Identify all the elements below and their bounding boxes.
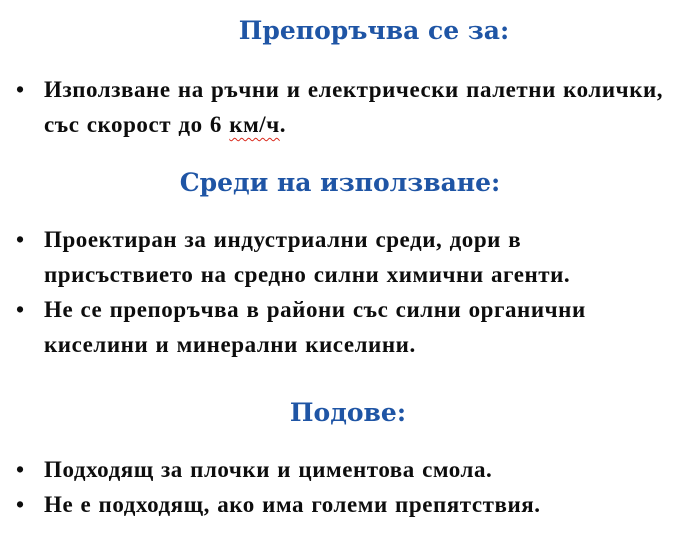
bullet-icon: • [16, 457, 25, 482]
list-item [0, 487, 676, 522]
list-item [0, 452, 676, 487]
item-text: Използване на ръчни и електрически палетни колички, със скорост до 6 [44, 77, 664, 137]
item-text: Не е подходящ, ако има големи препятствия. [44, 492, 541, 517]
bullet-icon: • [16, 297, 25, 322]
list-item [0, 222, 676, 292]
floors-list [0, 452, 676, 522]
item-text: Подходящ за плочки и циментова смола. [44, 457, 493, 482]
item-text: Не се препоръчва в райони със силни органични киселини и минерални киселини. [44, 297, 586, 357]
heading-usage-environments: Среди на използване: [179, 168, 501, 197]
bullet-icon: • [16, 227, 25, 252]
bullet-icon: • [16, 492, 25, 517]
item-text: Проектиран за индустриални среди, дори в присъствието на средно силни химични агенти. [44, 227, 571, 287]
bullet-icon: • [16, 77, 25, 102]
recommended-for-list [0, 72, 676, 142]
item-text-end: . [279, 112, 287, 137]
usage-environments-list [0, 222, 676, 362]
list-item [0, 72, 676, 142]
heading-recommended-for: Препоръчва се за: [238, 16, 510, 45]
heading-floors: Подове: [289, 398, 407, 427]
list-item [0, 292, 676, 362]
spellcheck-flagged-word: км/ч [229, 112, 280, 137]
